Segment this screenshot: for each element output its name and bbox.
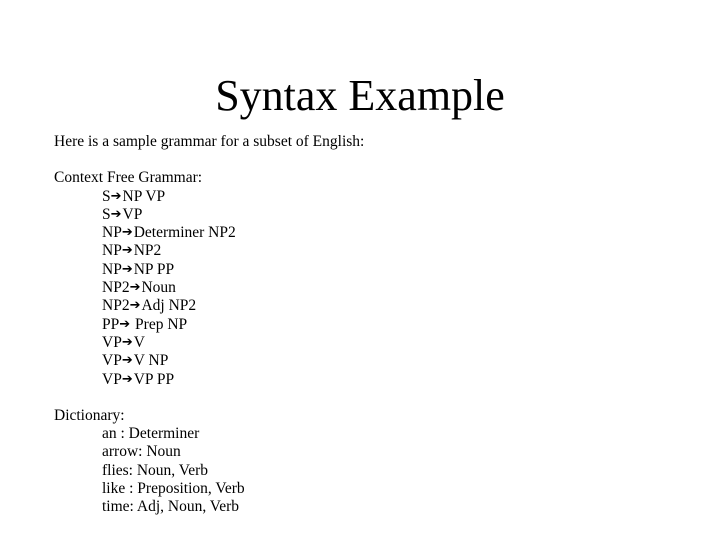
right-arrow-icon: ➔ — [121, 334, 133, 350]
right-arrow-icon: ➔ — [129, 280, 141, 296]
rule-lhs: VP — [102, 352, 122, 370]
grammar-rule — [54, 242, 694, 260]
grammar-rule — [54, 371, 694, 389]
rule-rhs: Determiner NP2 — [133, 224, 236, 242]
rule-lhs: S — [102, 187, 111, 205]
rule-lhs: NP2 — [102, 279, 130, 297]
rule-lhs: NP — [102, 242, 122, 260]
grammar-rule — [54, 334, 694, 352]
grammar-rule — [54, 224, 694, 242]
rule-lhs: NP — [102, 224, 122, 242]
grammar-rules-list — [54, 188, 694, 389]
spacer — [54, 151, 694, 169]
rule-rhs: Noun — [141, 279, 176, 297]
rule-lhs: PP — [102, 315, 120, 333]
grammar-rule — [54, 206, 694, 224]
dictionary-heading: Dictionary: — [54, 406, 125, 424]
rule-rhs: VP — [122, 205, 143, 223]
intro-text: Here is a sample grammar for a subset of English: — [54, 133, 365, 150]
rule-lhs: S — [102, 205, 111, 223]
right-arrow-icon: ➔ — [121, 243, 133, 259]
right-arrow-icon: ➔ — [121, 225, 133, 241]
dictionary-entry: arrow: Noun — [102, 443, 181, 461]
grammar-heading: Context Free Grammar: — [54, 169, 203, 187]
rule-rhs: V NP — [133, 352, 169, 370]
rule-rhs: NP2 — [133, 242, 162, 260]
rule-lhs: VP — [102, 370, 122, 388]
dictionary-list — [54, 425, 694, 516]
dictionary-entry: like : Preposition, Verb — [102, 480, 245, 498]
right-arrow-icon: ➔ — [129, 298, 141, 314]
grammar-rule — [54, 352, 694, 370]
dictionary-entry: time: Adj, Noun, Verb — [102, 498, 240, 516]
right-arrow-icon: ➔ — [110, 206, 122, 222]
rule-rhs: V — [133, 333, 145, 351]
grammar-rule — [54, 279, 694, 297]
rule-rhs: Adj NP2 — [141, 297, 197, 315]
rule-lhs: NP2 — [102, 297, 130, 315]
grammar-rule — [54, 316, 694, 334]
right-arrow-icon: ➔ — [121, 353, 133, 369]
spacer — [54, 389, 694, 407]
rule-rhs: Prep NP — [131, 315, 188, 333]
right-arrow-icon: ➔ — [119, 316, 131, 332]
rule-rhs: NP VP — [122, 187, 166, 205]
slide-body — [54, 133, 694, 517]
rule-lhs: VP — [102, 333, 122, 351]
right-arrow-icon: ➔ — [110, 188, 122, 204]
grammar-rule — [54, 188, 694, 206]
right-arrow-icon: ➔ — [121, 261, 133, 277]
right-arrow-icon: ➔ — [121, 371, 133, 387]
page-title: Syntax Example — [215, 71, 505, 120]
rule-lhs: NP — [102, 260, 122, 278]
dictionary-entry: flies: Noun, Verb — [102, 461, 209, 479]
grammar-rule — [54, 297, 694, 315]
rule-rhs: NP PP — [133, 260, 175, 278]
rule-rhs: VP PP — [133, 370, 175, 388]
dictionary-entry: an : Determiner — [102, 425, 200, 443]
grammar-rule — [54, 261, 694, 279]
